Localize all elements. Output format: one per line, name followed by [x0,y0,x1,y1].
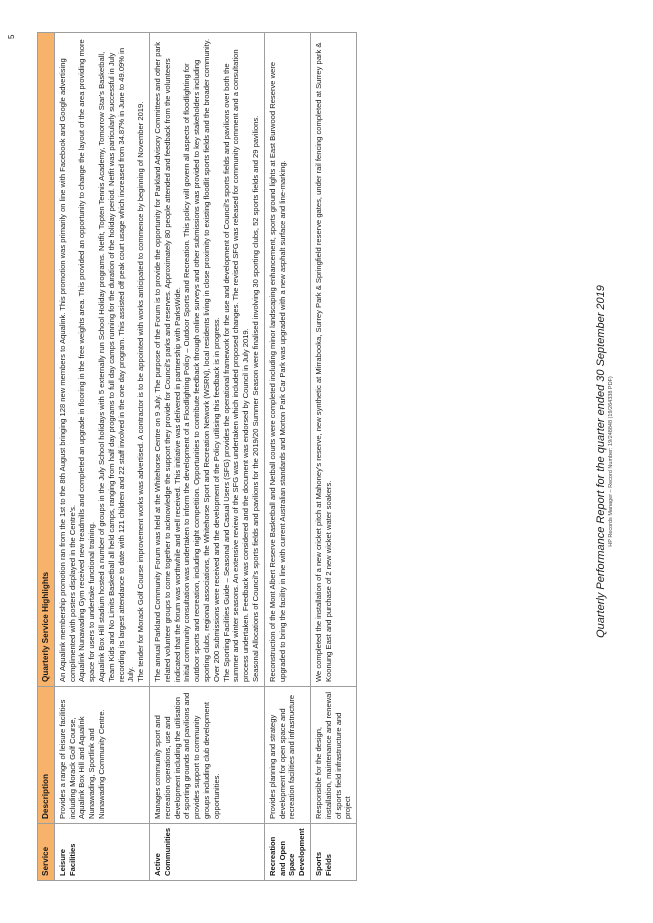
highlight-paragraph: Initial community consultation was undertaken to inform the development of a Floodlighting Policy – Outdoor Sports and Recreation. This policy will govern all aspects of floodlighting for outdoor sports and recreation, including night competition. Opportunities to contribute feedback through online surveys and other submissions was provided to key stakeholders including sporting clubs, regional associations, the Whitehorse Sport and Recreation Network (WSRN), local residents living in close proximity to existing floodlit sports fields and the broader community. Over 200 submissions were received and the development of the Policy utilising this feedback is in progress. [182,38,221,682]
highlights-cell [264,33,310,687]
page-number: 5 [7,34,16,39]
table-header-row [38,33,55,881]
highlight-paragraph: Aqualink Nunawading Gym received new treadmills and completed an upgrade in flooring in the free weights area. This provided an opportunity to change the layout of the area providing more space for users to undertake functional training. [77,39,97,682]
highlight-paragraph: The annual Parkland Community Forum was held at the Whitehorse Centre on 9 July. The purpose of the Forum is to provide the opportunity for Parkland Advisory Committees and other park related volunteer groups to come together to acknowledge the support they provide for Council's parks and reserves. Approximately 80 people attended and feedback from the volunteers indicated that the forum was worthwhile and well received. This initiative was delivered in partnership with ParksWide. [152,41,182,682]
highlights-cell [310,33,356,687]
table-row [149,33,264,881]
highlight-paragraph: Reconstruction of the Mont Albert Reserve Basketball and Netball courts were completed including minor landscaping enhancement, sports ground lights at East Burwood Reserve were upgraded to bring the facility in line with current Australian standards and Morton Park Car Park was upgraded with a new asphalt surface and line-marking. [267,61,287,682]
service-highlights-table [37,32,357,881]
description-cell: Manages community sport and recreation operations, use and development including the utilisation of sporting grounds and pavilions and provides support to community groups including club development opportunities. [149,687,264,824]
highlights-header: Quarterly Service Highlights [38,33,55,687]
highlight-paragraph: We completed the installation of a new cricket pitch at Mahoney's reserve, new synthetic at Mirrabooka, Surrey Park & Springfield reserve gates, under rail fencing completed at Surrey park & Koonung East and purchase of 2 new wicket water soakers. [313,42,333,682]
description-cell: Responsible for the design, installation, maintenance and renewal of sports field infrastructure and project [310,687,356,824]
footer-record-number: HP Records Manager – Record Number: 19/248848 (19/264338 PDF) [608,376,614,547]
highlight-paragraph: Seasonal Allocations of Council's sports fields and pavilions for the 2019/20 Summer Season were finalised involving 30 sporting clubs, 52 sports fields and 29 pavilions. [250,115,260,682]
page-footer [595,0,614,923]
service-header: Service [38,824,55,881]
table-row [264,33,310,881]
highlights-cell [149,33,264,687]
description-cell: Provides planning and strategy development for open space and recreation facilities and infrastructure [264,687,310,824]
service-cell: Recreation and Open Space Development [264,824,310,881]
footer-title: Quarterly Performance Report for the quarter ended 30 September 2019 [595,285,607,638]
description-header: Description [38,687,55,824]
service-cell: Active Communities [149,824,264,881]
highlight-paragraph: An Aqualink membership promotion ran from the 1st to the 8th August bringing 128 new members to Aqualink. This promotion was primarily on line with Facebook and Google advertising complimented with posters displayed in the Centre's. [57,58,77,682]
table-row [54,33,149,881]
service-cell: Sports Fields [310,824,356,881]
highlight-paragraph: The tender for Morack Golf Course improvement works was advertised. A contractor is to be appointed with works anticipated to commence by beginning of November 2019. [136,101,146,682]
description-cell: Provides a range of leisure facilities including Morack Golf Course, Aqualink Box Hill and Aqualink Nunawading, Sportlink and Nunawading Community Centre. [54,687,149,824]
highlight-paragraph: The Sporting Facilities Guide – Seasonal and Casual Users (SFG) provides the operational framework for the use and development of Council's sports fields and pavilions over both the summer and winter seasons. An extensive review of the SFG was undertaken which included proposed changes. The revised SFG was released for community comment and a consultation process undertaken. Feedback was considered and the document was endorsed by Council in July 2019. [221,49,251,682]
highlights-cell [54,33,149,687]
table-row [310,33,356,881]
highlight-paragraph: Aqualink Box Hill stadium hosted a number of groups in the July School holidays with 5 externally run School Holiday programs. Netfit, Topten Tennis Academy, Tomorrow Star's Basketball, Team Kids and No Limits Basketball all held camps, ranging from half day programs to full day camps running for the duration of the holiday period. Netfit was particularly successful in July recording its largest attendance to date with 121 children and 22 staff involved in the one day program. This assisted off peak court usage which increased from 34.87% in June to 49.09% in July. [96,47,136,682]
service-cell: Leisure Facilities [54,824,149,881]
